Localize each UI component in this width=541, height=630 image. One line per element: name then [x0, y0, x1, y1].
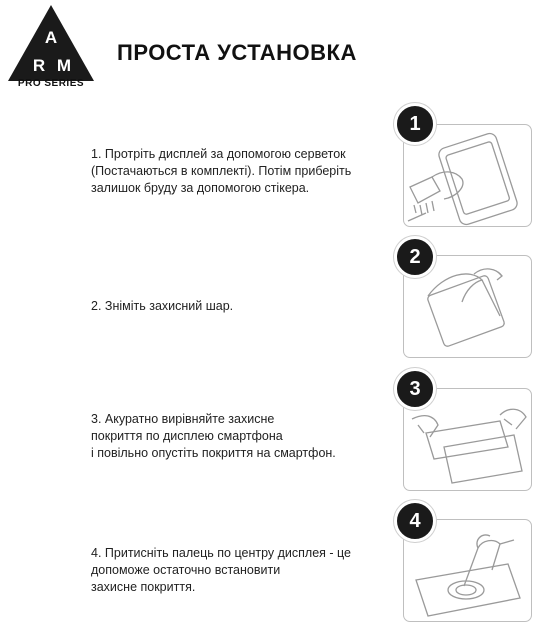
page-title: ПРОСТА УСТАНОВКА — [117, 40, 357, 65]
logo-letter-m: M — [56, 56, 72, 75]
step-2-text: 2. Зніміть захисний шар. — [91, 299, 234, 313]
logo-letter-r: R — [32, 56, 46, 75]
step-3-text: 3. Акуратно вирівняйте захисне покриття по дисплею смартфона і повільно опустіть покриття на смартфон. — [91, 412, 336, 460]
logo-letter-a: A — [44, 28, 58, 47]
step-2-badge: 2 — [394, 236, 436, 278]
step-3-badge: 3 — [394, 368, 436, 410]
step-4-text: 4. Притисніть палець по центру дисплея - це допоможе остаточно встановити захисне покриття. — [91, 546, 351, 594]
logo-series-label: PRO SERIES — [17, 78, 85, 89]
step-1-text: 1. Протріть дисплей за допомогою серветок (Постачаються в комплекті). Потім приберіть залишок бруду за допомогою стікера. — [91, 147, 352, 195]
step-4-badge: 4 — [394, 500, 436, 542]
step-1-badge: 1 — [394, 103, 436, 145]
